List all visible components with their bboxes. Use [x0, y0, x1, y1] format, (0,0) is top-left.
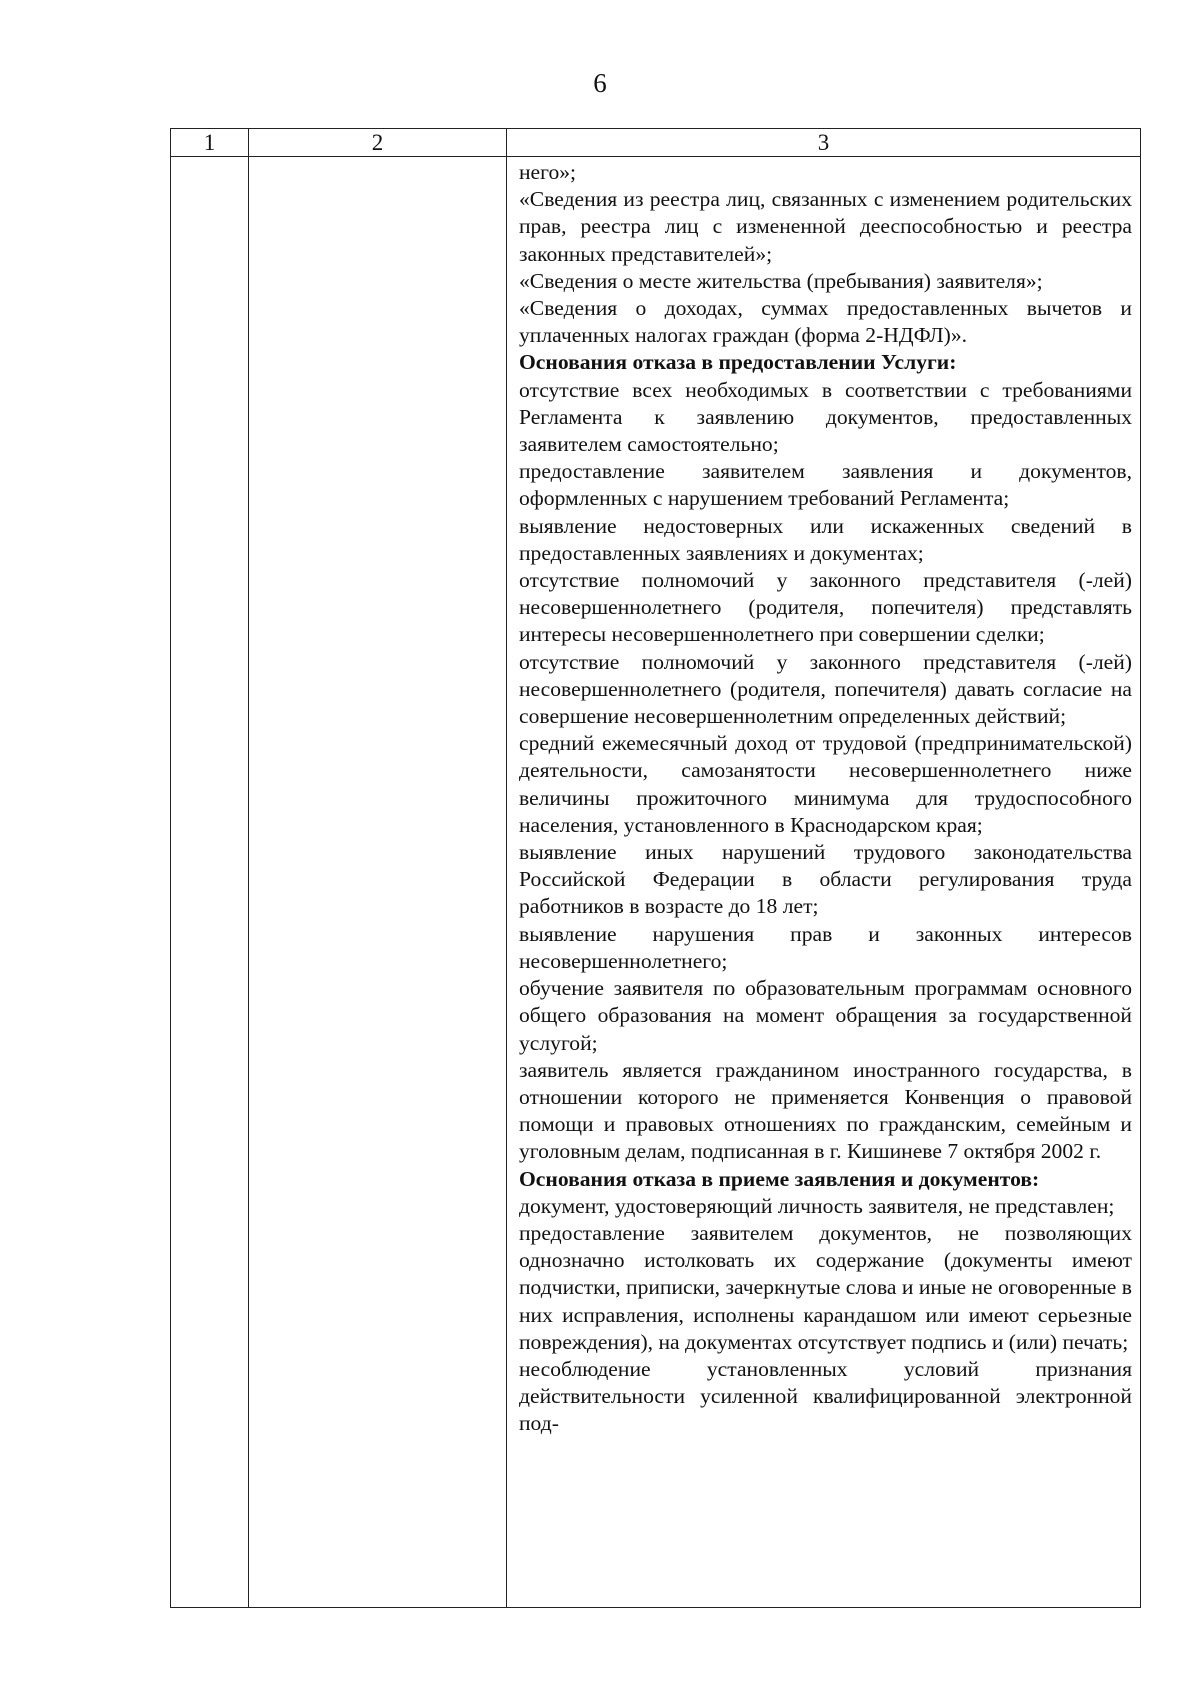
column-header-2: 2 — [249, 129, 507, 157]
page-number: 6 — [593, 68, 607, 98]
paragraph: «Сведения о месте жительства (пребывания) заявителя»; — [519, 268, 1043, 293]
cell-column-3 — [507, 157, 1141, 1608]
paragraph: выявление недостоверных или искаженных сведений в предоставленных заявлениях и документах; — [519, 513, 1132, 565]
paragraph: документ, удостоверяющий личность заявителя, не представлен; — [519, 1193, 1115, 1218]
paragraph: средний ежемесячный доход от трудовой (предпринимательской) деятельности, самозанятости несовершеннолетнего ниже величины прожиточного минимума для трудоспособного населения, установленного в Краснодарском края; — [519, 731, 1132, 837]
paragraph: отсутствие полномочий у законного представителя (-лей) несовершеннолетнего (родителя, попечителя) представлять интересы несовершеннолетнего при совершении сделки; — [519, 568, 1132, 647]
paragraph: него»; — [519, 160, 577, 184]
paragraph: отсутствие всех необходимых в соответствии с требованиями Регламента к заявлению документов, предоставленных заявителем самостоятельно; — [519, 377, 1132, 457]
paragraph: «Сведения из реестра лиц, связанных с изменением родительских прав, реестра лиц с измененной дееспособностью и реестра законных представителей»; — [519, 187, 1132, 266]
paragraph: отсутствие полномочий у законного представителя (-лей) несовершеннолетнего (родителя, попечителя) давать согласие на совершение несовершеннолетним определенных действий; — [519, 649, 1132, 729]
column-header-3: 3 — [507, 129, 1141, 157]
paragraph: заявитель является гражданином иностранного государства, в отношении которого не применяется Конвенция о правовой помощи и правовых отношениях по гражданским, семейным и уголовным делам, подписанная в г. Кишиневе 7 октября 2002 г. — [519, 1057, 1132, 1164]
paragraph: предоставление заявителем заявления и документов, оформленных с нарушением требований Регламента; — [519, 459, 1132, 511]
requirements-table — [170, 128, 1141, 1608]
cell-text — [507, 157, 1140, 1438]
column-header-1: 1 — [171, 129, 249, 157]
cell-column-2 — [249, 157, 507, 1608]
paragraph: предоставление заявителем документов, не позволяющих однозначно истолковать их содержание (документы имеют подчистки, приписки, зачеркнутые слова и иные не оговоренные в них исправления, исполнены карандашом или имеют серьезные повреждения), на документах отсутствует подпись и (или) печать; — [519, 1220, 1132, 1354]
section-heading: Основания отказа в приеме заявления и документов: — [519, 1166, 1040, 1191]
table-header-row — [171, 129, 1141, 157]
cell-column-1 — [171, 157, 249, 1608]
paragraph: выявление нарушения прав и законных интересов несовершеннолетнего; — [519, 921, 1132, 973]
paragraph: обучение заявителя по образовательным программам основного общего образования на момент обращения за государственной услугой; — [519, 976, 1132, 1055]
paragraph: несоблюдение установленных условий признания действительности усиленной квалифицированной электронной под- — [519, 1356, 1132, 1436]
paragraph: выявление иных нарушений трудового законодательства Российской Федерации в области регулирования труда работников в возрасте до 18 лет; — [519, 840, 1132, 919]
paragraph: «Сведения о доходах, суммах предоставленных вычетов и уплаченных налогах граждан (форма 2-НДФЛ)». — [519, 296, 1132, 348]
table-row — [171, 157, 1141, 1608]
section-heading: Основания отказа в предоставлении Услуги: — [519, 350, 957, 375]
